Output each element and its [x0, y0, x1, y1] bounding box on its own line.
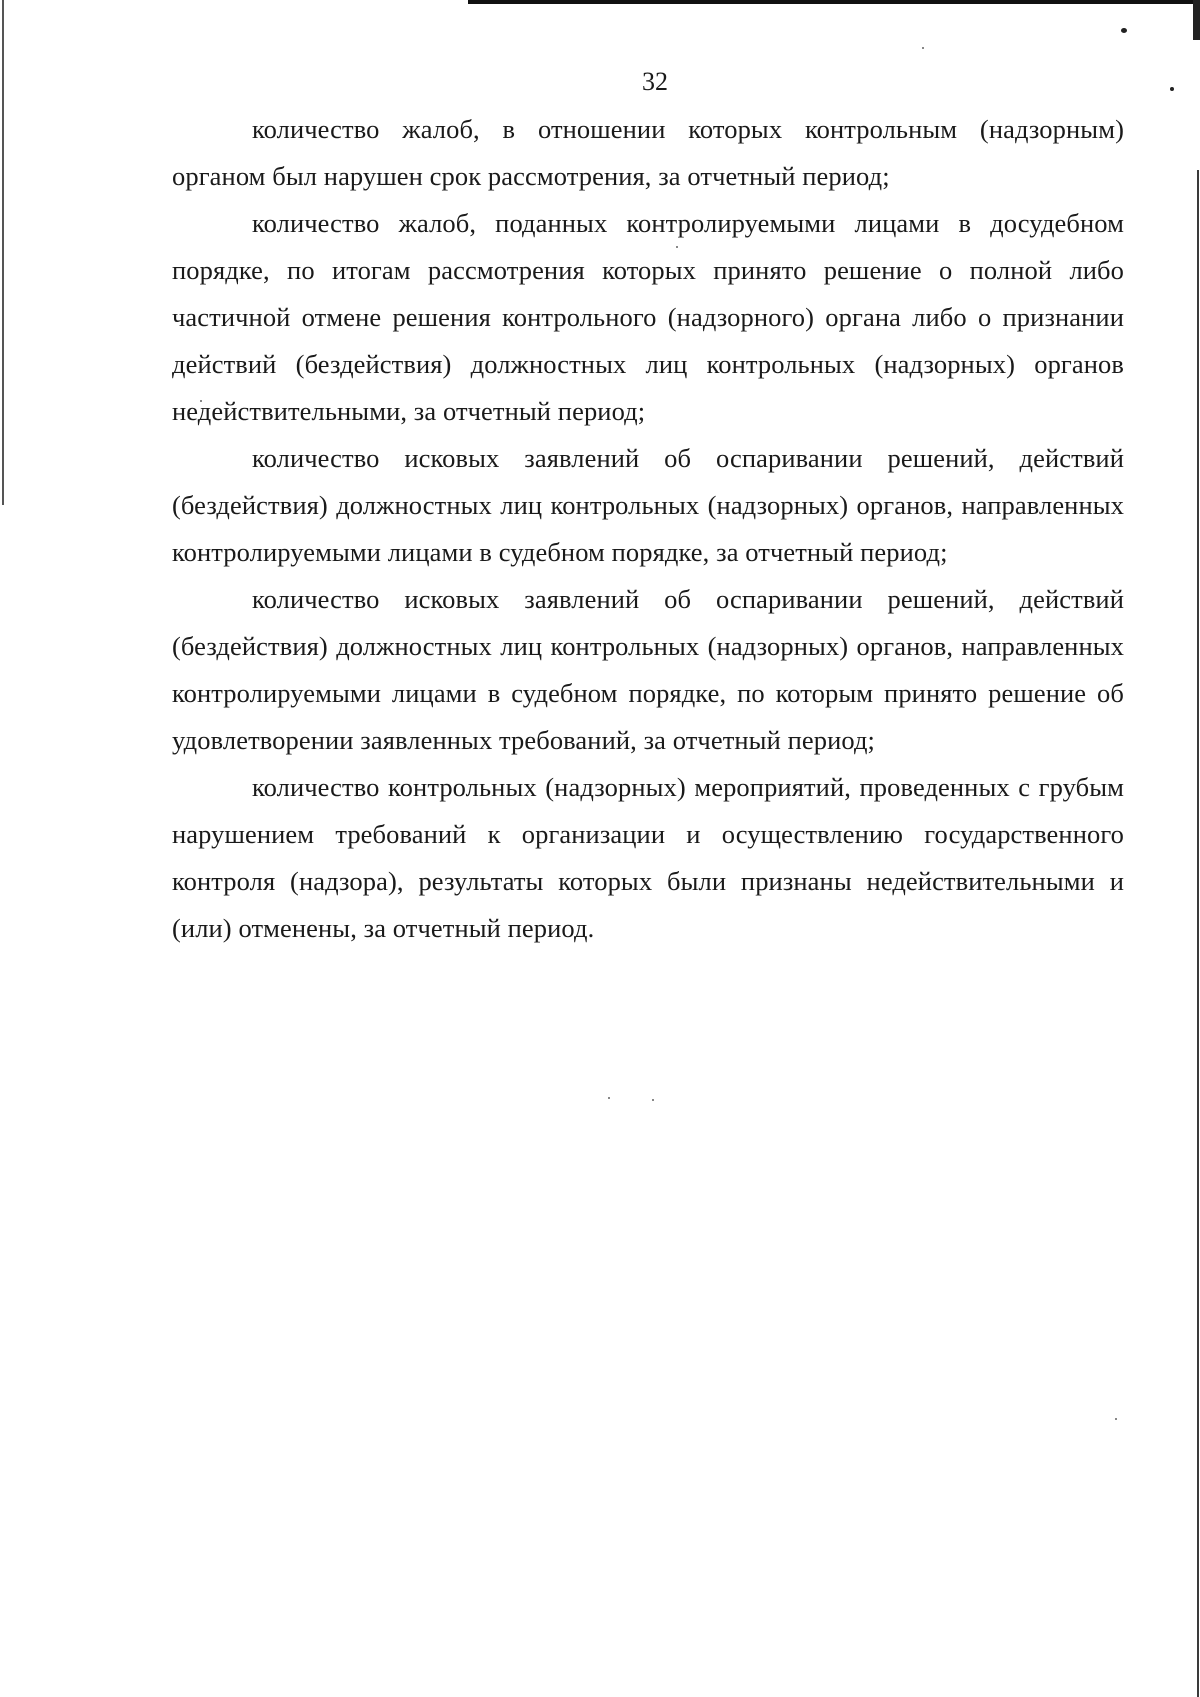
scan-speck	[1115, 1418, 1117, 1420]
scan-speck	[1121, 28, 1127, 33]
scan-speck	[608, 1097, 610, 1099]
paragraph-complaints-deadline-violated: количество жалоб, в отношении которых контрольным (надзорным) органом был нарушен срок рассмотрения, за отчетный период;	[172, 114, 1124, 191]
scan-speck	[652, 1099, 654, 1101]
scan-top-border	[468, 0, 1200, 4]
page-number: 32	[642, 67, 668, 96]
scan-right-edge	[1197, 170, 1199, 1697]
paragraph-inspections-gross-violations: количество контрольных (надзорных) мероприятий, проведенных с грубым нарушением требований к организации и осуществлению государственного контроля (надзора), результаты которых были признаны недействительными и (или) отменены, за отчетный период.	[172, 772, 1124, 943]
scan-speck	[922, 47, 924, 49]
paragraph-complaints-decision-cancelled: количество жалоб, поданных контролируемыми лицами в досудебном порядке, по итогам рассмотрения которых принято решение о полной либо частичной отмене решения контрольного (надзорного) органа либо о признании действий (бездействия) должностных лиц контрольных (надзорных) органов недействительными, за отчетный период;	[172, 208, 1124, 426]
paragraph-lawsuits-satisfied: количество исковых заявлений об оспаривании решений, действий (бездействия) должностных лиц контрольных (надзорных) органов, направленных контролируемыми лицами в судебном порядке, по которым принято решение об удовлетворении заявленных требований, за отчетный период;	[172, 584, 1124, 755]
paragraph-lawsuits-filed: количество исковых заявлений об оспаривании решений, действий (бездействия) должностных лиц контрольных (надзорных) органов, направленных контролируемыми лицами в судебном порядке, за отчетный период;	[172, 443, 1124, 567]
document-body	[172, 106, 1124, 952]
scan-corner-shadow	[1193, 0, 1200, 40]
